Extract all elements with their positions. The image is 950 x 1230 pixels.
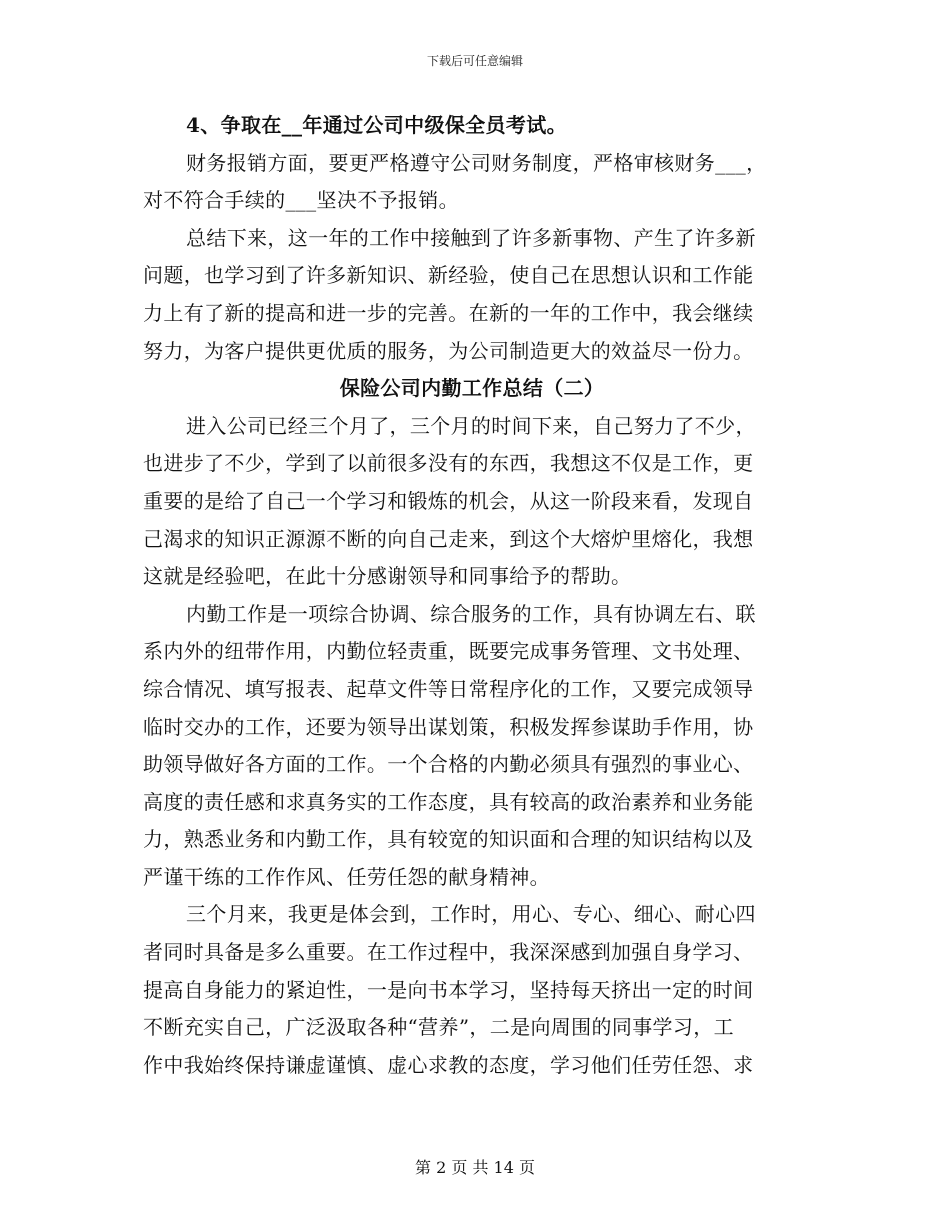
paragraph-line: 三个月来，我更是体会到，工作时，用心、专心、细心、耐心四 — [186, 902, 756, 927]
paragraph-line: 临时交办的工作，还要为领导出谋划策，积极发挥参谋助手作用，协 — [143, 714, 754, 739]
paragraph-line: 财务报销方面，要更严格遵守公司财务制度，严格审核财务___， — [186, 150, 767, 175]
paragraph-line: 总结下来，这一年的工作中接触到了许多新事物、产生了许多新 — [186, 225, 756, 250]
paragraph-line: 力，熟悉业务和内勤工作，具有较宽的知识面和合理的知识结构以及 — [143, 827, 754, 852]
paragraph-line: 内勤工作是一项综合协调、综合服务的工作，具有协调左右、联 — [186, 601, 756, 626]
paragraph-line: 进入公司已经三个月了，三个月的时间下来，自己努力了不少， — [186, 413, 756, 438]
paragraph-line: 己渴求的知识正源源不断的向自己走来，到这个大熔炉里熔化，我想 — [143, 526, 754, 551]
paragraph-line: 提高自身能力的紧迫性，一是向书本学习，坚持每天挤出一定的时间 — [143, 977, 754, 1002]
paragraph-line: 严谨干练的工作作风、任劳任怨的献身精神。 — [143, 864, 550, 889]
paragraph-line: 综合情况、填写报表、起草文件等日常程序化的工作，又要完成领导 — [143, 676, 754, 701]
paragraph-line: 系内外的纽带作用，内勤位轻责重，既要完成事务管理、文书处理、 — [143, 639, 754, 664]
section-title: 保险公司内勤工作总结（二） — [339, 376, 605, 401]
paragraph-line: 力上有了新的提高和进一步的完善。在新的一年的工作中，我会继续 — [143, 300, 754, 325]
document-body — [143, 107, 801, 1084]
paragraph-line: 高度的责任感和求真务实的工作态度，具有较高的政治素养和业务能 — [143, 789, 754, 814]
page-number-footer: 第 2 页 共 14 页 — [415, 1158, 535, 1177]
paragraph-line: 重要的是给了自己一个学习和锻炼的机会，从这一阶段来看，发现自 — [143, 488, 754, 513]
paragraph-line: 助领导做好各方面的工作。一个合格的内勤必须具有强烈的事业心、 — [143, 752, 754, 777]
paragraph-line: 这就是经验吧，在此十分感谢领导和同事给予的帮助。 — [143, 564, 632, 589]
paragraph-line: 作中我始终保持谦虚谨慎、虚心求教的态度，学习他们任劳任怨、求 — [143, 1052, 754, 1077]
goal-item-4: 4、争取在__年通过公司中级保全员考试。 — [186, 113, 567, 137]
paragraph-line: 对不符合手续的___坚决不予报销。 — [143, 188, 459, 213]
paragraph-line: 不断充实自己，广泛汲取各种“营养”，二是向周围的同事学习，工 — [143, 1015, 734, 1040]
paragraph-line: 问题，也学习到了许多新知识、新经验，使自己在思想认识和工作能 — [143, 263, 754, 288]
paragraph-line: 也进步了不少，学到了以前很多没有的东西，我想这不仅是工作，更 — [143, 451, 754, 476]
page-header-note: 下载后可任意编辑 — [426, 54, 523, 68]
paragraph-line: 努力，为客户提供更优质的服务，为公司制造更大的效益尽一份力。 — [143, 338, 754, 363]
paragraph-line: 者同时具备是多么重要。在工作过程中，我深深感到加强自身学习、 — [143, 940, 754, 965]
